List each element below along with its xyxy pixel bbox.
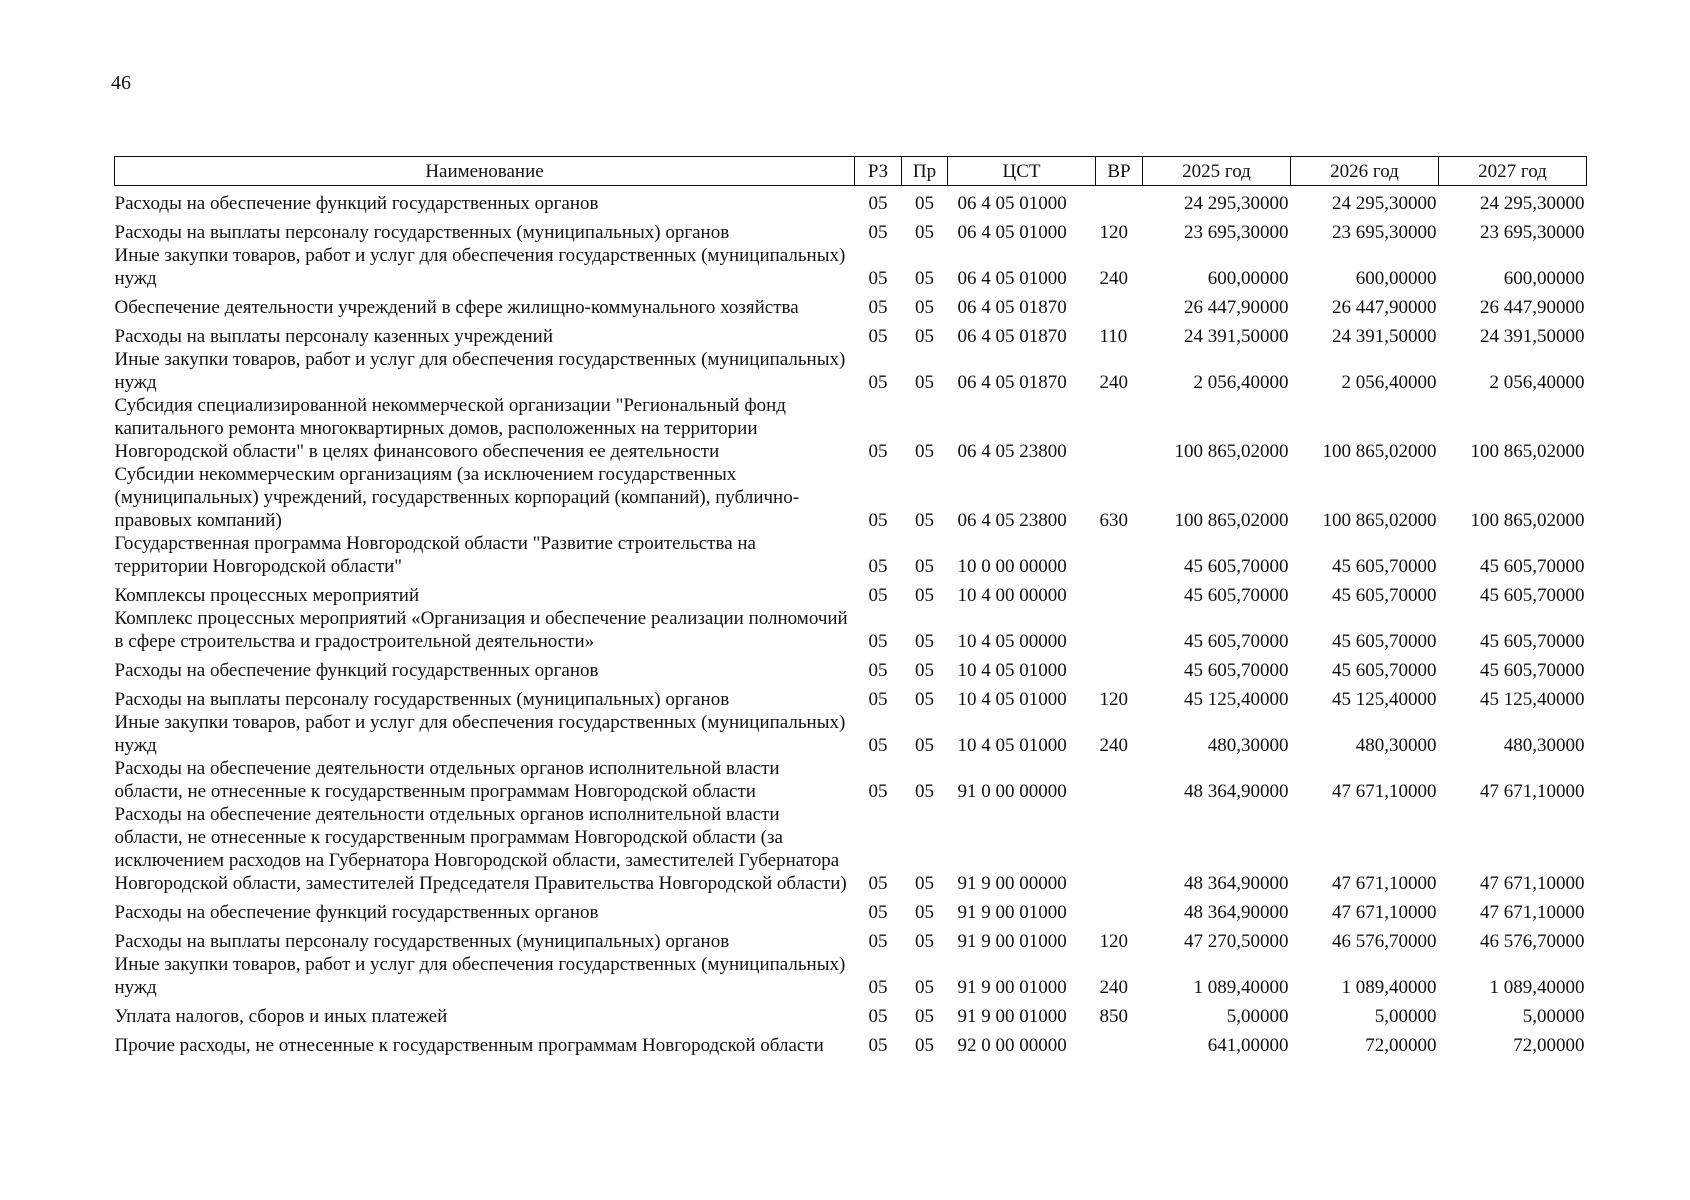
row-2027: 480,30000 xyxy=(1503,734,1585,756)
row-2026: 24 391,50000 xyxy=(1332,325,1437,347)
row-rz: 05 xyxy=(868,1034,888,1056)
row-2025: 641,00000 xyxy=(1207,1034,1289,1056)
row-name: Расходы на выплаты персоналу государственных (муниципальных) органов xyxy=(114,221,730,243)
row-cst: 10 4 05 01000 xyxy=(957,734,1067,756)
row-pr: 05 xyxy=(915,371,934,393)
row-pr: 05 xyxy=(915,221,934,243)
row-rz: 05 xyxy=(868,1005,888,1027)
row-cst: 91 0 00 00000 xyxy=(957,780,1067,802)
row-2025: 23 695,30000 xyxy=(1184,221,1289,243)
row-2026: 24 295,30000 xyxy=(1332,192,1437,214)
row-cst: 10 4 00 00000 xyxy=(957,584,1067,606)
header-rz: РЗ xyxy=(855,157,902,186)
row-rz: 05 xyxy=(868,221,888,243)
row-name: Государственная программа Новгородской области "Развитие строительства на территории Новгородской области" xyxy=(114,532,756,577)
row-vr: 110 xyxy=(1099,325,1128,347)
header-row xyxy=(115,157,1587,186)
row-2026: 46 576,70000 xyxy=(1332,930,1437,952)
row-name: Прочие расходы, не отнесенные к государственным программам Новгородской области xyxy=(114,1034,824,1056)
row-pr: 05 xyxy=(915,872,934,894)
row-2027: 47 671,10000 xyxy=(1480,780,1585,802)
row-2027: 600,00000 xyxy=(1503,267,1585,289)
row-2026: 1 089,40000 xyxy=(1341,976,1437,998)
row-rz: 05 xyxy=(868,901,888,923)
header-cst: ЦСТ xyxy=(948,157,1096,186)
table-row xyxy=(115,215,1587,244)
row-rz: 05 xyxy=(868,976,888,998)
row-2025: 45 605,70000 xyxy=(1184,584,1289,606)
table-row xyxy=(115,394,1587,463)
row-vr xyxy=(1096,578,1143,607)
table-header xyxy=(115,157,1587,186)
row-vr xyxy=(1096,895,1143,924)
row-cst: 91 9 00 01000 xyxy=(957,930,1067,952)
row-vr xyxy=(1096,290,1143,319)
row-rz: 05 xyxy=(868,584,888,606)
row-cst: 91 9 00 00000 xyxy=(957,872,1067,894)
row-2026: 47 671,10000 xyxy=(1332,872,1437,894)
row-2027: 23 695,30000 xyxy=(1480,221,1585,243)
row-name: Иные закупки товаров, работ и услуг для обеспечения государственных (муниципальных) нужд xyxy=(114,711,846,756)
row-2025: 600,00000 xyxy=(1207,267,1289,289)
row-cst: 91 9 00 01000 xyxy=(957,1005,1067,1027)
row-cst: 10 4 05 00000 xyxy=(957,630,1067,652)
row-pr: 05 xyxy=(915,509,934,531)
table-row xyxy=(115,578,1587,607)
row-cst: 10 4 05 01000 xyxy=(957,688,1067,710)
table-row xyxy=(115,1028,1587,1057)
row-2026: 600,00000 xyxy=(1355,267,1437,289)
row-cst: 06 4 05 01000 xyxy=(957,192,1067,214)
row-2026: 480,30000 xyxy=(1355,734,1437,756)
page-number: 46 xyxy=(111,72,131,94)
table-row xyxy=(115,319,1587,348)
row-2025: 48 364,90000 xyxy=(1184,780,1289,802)
row-pr: 05 xyxy=(915,1034,934,1056)
table-row xyxy=(115,290,1587,319)
row-cst: 91 9 00 01000 xyxy=(957,976,1067,998)
row-name: Комплексы процессных мероприятий xyxy=(114,584,420,606)
table-body xyxy=(115,186,1587,1057)
row-2027: 2 056,40000 xyxy=(1489,371,1585,393)
row-vr: 240 xyxy=(1099,267,1128,289)
table-row xyxy=(115,953,1587,999)
row-2027: 24 391,50000 xyxy=(1480,325,1585,347)
row-2026: 45 605,70000 xyxy=(1332,630,1437,652)
row-2025: 24 391,50000 xyxy=(1184,325,1289,347)
row-rz: 05 xyxy=(868,780,888,802)
row-rz: 05 xyxy=(868,325,888,347)
row-cst: 06 4 05 01870 xyxy=(957,296,1067,318)
row-name: Расходы на обеспечение деятельности отдельных органов исполнительной власти области, не отнесенные к государственным программам Новгородской области xyxy=(114,757,780,802)
row-pr: 05 xyxy=(915,192,934,214)
row-2025: 1 089,40000 xyxy=(1193,976,1289,998)
row-2025: 45 605,70000 xyxy=(1184,555,1289,577)
row-vr xyxy=(1096,757,1143,803)
row-2025: 45 605,70000 xyxy=(1184,630,1289,652)
row-name: Иные закупки товаров, работ и услуг для обеспечения государственных (муниципальных) нужд xyxy=(114,244,846,289)
row-pr: 05 xyxy=(915,296,934,318)
row-2026: 45 605,70000 xyxy=(1332,555,1437,577)
row-name: Расходы на выплаты персоналу казенных учреждений xyxy=(114,325,554,347)
row-rz: 05 xyxy=(868,688,888,710)
row-name: Субсидии некоммерческим организациям (за исключением государственных (муниципальных) учреждений, государственных корпораций (компаний), публично-правовых компаний) xyxy=(114,463,800,531)
row-cst: 06 4 05 23800 xyxy=(957,440,1067,462)
row-2026: 47 671,10000 xyxy=(1332,901,1437,923)
row-rz: 05 xyxy=(868,509,888,531)
row-2027: 100 865,02000 xyxy=(1470,509,1585,531)
row-vr xyxy=(1096,803,1143,895)
row-cst: 06 4 05 23800 xyxy=(957,509,1067,531)
row-rz: 05 xyxy=(868,659,888,681)
row-pr: 05 xyxy=(915,930,934,952)
row-rz: 05 xyxy=(868,630,888,652)
row-2025: 45 605,70000 xyxy=(1184,659,1289,681)
row-rz: 05 xyxy=(868,267,888,289)
table-row xyxy=(115,682,1587,711)
row-rz: 05 xyxy=(868,930,888,952)
row-rz: 05 xyxy=(868,555,888,577)
row-2027: 45 605,70000 xyxy=(1480,630,1585,652)
row-2026: 5,00000 xyxy=(1374,1005,1437,1027)
row-name: Расходы на обеспечение функций государственных органов xyxy=(114,901,599,923)
table-row xyxy=(115,711,1587,757)
row-name: Иные закупки товаров, работ и услуг для обеспечения государственных (муниципальных) нужд xyxy=(114,953,846,998)
row-2025: 48 364,90000 xyxy=(1184,901,1289,923)
row-cst: 06 4 05 01000 xyxy=(957,267,1067,289)
table-row xyxy=(115,895,1587,924)
row-cst: 10 0 00 00000 xyxy=(957,555,1067,577)
row-2025: 47 270,50000 xyxy=(1184,930,1289,952)
row-vr xyxy=(1096,607,1143,653)
row-pr: 05 xyxy=(915,659,934,681)
row-vr xyxy=(1096,532,1143,578)
row-2026: 45 605,70000 xyxy=(1332,659,1437,681)
row-vr xyxy=(1096,394,1143,463)
table-row xyxy=(115,803,1587,895)
row-2027: 47 671,10000 xyxy=(1480,872,1585,894)
row-pr: 05 xyxy=(915,1005,934,1027)
row-2025: 48 364,90000 xyxy=(1184,872,1289,894)
table-row xyxy=(115,186,1587,215)
row-2026: 2 056,40000 xyxy=(1341,371,1437,393)
table-row xyxy=(115,999,1587,1028)
row-rz: 05 xyxy=(868,371,888,393)
row-2027: 45 125,40000 xyxy=(1480,688,1585,710)
header-2027: 2027 год xyxy=(1439,157,1587,186)
row-2026: 100 865,02000 xyxy=(1322,440,1437,462)
row-2027: 5,00000 xyxy=(1522,1005,1585,1027)
row-2025: 480,30000 xyxy=(1207,734,1289,756)
row-pr: 05 xyxy=(915,901,934,923)
row-2027: 100 865,02000 xyxy=(1470,440,1585,462)
row-2025: 100 865,02000 xyxy=(1174,509,1289,531)
row-pr: 05 xyxy=(915,325,934,347)
row-2026: 45 125,40000 xyxy=(1332,688,1437,710)
table-row xyxy=(115,757,1587,803)
row-pr: 05 xyxy=(915,734,934,756)
table-row xyxy=(115,924,1587,953)
row-vr: 120 xyxy=(1099,688,1128,710)
row-2027: 45 605,70000 xyxy=(1480,659,1585,681)
row-rz: 05 xyxy=(868,872,888,894)
row-rz: 05 xyxy=(868,192,888,214)
row-vr xyxy=(1096,653,1143,682)
row-rz: 05 xyxy=(868,296,888,318)
header-vr: ВР xyxy=(1096,157,1143,186)
row-vr: 240 xyxy=(1099,976,1128,998)
row-cst: 91 9 00 01000 xyxy=(957,901,1067,923)
row-name: Расходы на выплаты персоналу государственных (муниципальных) органов xyxy=(114,688,730,710)
table-row xyxy=(115,532,1587,578)
row-cst: 06 4 05 01870 xyxy=(957,325,1067,347)
header-2026: 2026 год xyxy=(1291,157,1439,186)
row-pr: 05 xyxy=(915,780,934,802)
row-name: Расходы на обеспечение функций государственных органов xyxy=(114,659,599,681)
row-vr: 240 xyxy=(1099,734,1128,756)
row-2027: 1 089,40000 xyxy=(1489,976,1585,998)
row-pr: 05 xyxy=(915,440,934,462)
budget-table xyxy=(114,156,1587,1057)
row-vr: 630 xyxy=(1099,509,1128,531)
row-name: Обеспечение деятельности учреждений в сфере жилищно-коммунального хозяйства xyxy=(114,296,799,318)
row-2025: 26 447,90000 xyxy=(1184,296,1289,318)
row-2027: 72,00000 xyxy=(1513,1034,1585,1056)
table-row xyxy=(115,463,1587,532)
row-pr: 05 xyxy=(915,630,934,652)
row-2025: 2 056,40000 xyxy=(1193,371,1289,393)
row-2027: 45 605,70000 xyxy=(1480,584,1585,606)
row-2026: 23 695,30000 xyxy=(1332,221,1437,243)
table-row xyxy=(115,607,1587,653)
row-pr: 05 xyxy=(915,584,934,606)
header-2025: 2025 год xyxy=(1143,157,1291,186)
row-2025: 24 295,30000 xyxy=(1184,192,1289,214)
row-2025: 100 865,02000 xyxy=(1174,440,1289,462)
row-vr: 240 xyxy=(1099,371,1128,393)
row-pr: 05 xyxy=(915,555,934,577)
row-name: Субсидия специализированной некоммерческой организации "Региональный фонд капитального ремонта многоквартирных домов, расположенных на территории Новгородской области" в целях финансового обеспечения ее деятельности xyxy=(114,394,786,462)
row-2027: 47 671,10000 xyxy=(1480,901,1585,923)
row-2027: 26 447,90000 xyxy=(1480,296,1585,318)
row-name: Уплата налогов, сборов и иных платежей xyxy=(114,1005,448,1027)
row-name: Расходы на обеспечение деятельности отдельных органов исполнительной власти области, не отнесенные к государственным программам Новгородской области (за исключением расходов на Губернатора Новгородской области, заместителей Губернатора Новгородской области, заместителей Председателя Правительства Новгородской области) xyxy=(114,803,847,894)
row-name: Расходы на выплаты персоналу государственных (муниципальных) органов xyxy=(114,930,730,952)
row-2026: 45 605,70000 xyxy=(1332,584,1437,606)
row-vr: 850 xyxy=(1099,1005,1128,1027)
row-pr: 05 xyxy=(915,267,934,289)
row-2027: 24 295,30000 xyxy=(1480,192,1585,214)
row-rz: 05 xyxy=(868,440,888,462)
row-vr xyxy=(1096,186,1143,215)
row-2027: 45 605,70000 xyxy=(1480,555,1585,577)
row-2025: 5,00000 xyxy=(1226,1005,1289,1027)
row-name: Комплекс процессных мероприятий «Организация и обеспечение реализации полномочий в сфере строительства и градостроительной деятельности» xyxy=(114,607,848,652)
row-vr: 120 xyxy=(1099,930,1128,952)
row-2025: 45 125,40000 xyxy=(1184,688,1289,710)
row-2026: 26 447,90000 xyxy=(1332,296,1437,318)
row-cst: 06 4 05 01000 xyxy=(957,221,1067,243)
row-vr xyxy=(1096,1028,1143,1057)
row-2026: 100 865,02000 xyxy=(1322,509,1437,531)
row-pr: 05 xyxy=(915,688,934,710)
row-2026: 72,00000 xyxy=(1365,1034,1437,1056)
row-2026: 47 671,10000 xyxy=(1332,780,1437,802)
row-rz: 05 xyxy=(868,734,888,756)
row-cst: 92 0 00 00000 xyxy=(957,1034,1067,1056)
row-name: Расходы на обеспечение функций государственных органов xyxy=(114,192,599,214)
row-cst: 10 4 05 01000 xyxy=(957,659,1067,681)
row-cst: 06 4 05 01870 xyxy=(957,371,1067,393)
row-name: Иные закупки товаров, работ и услуг для обеспечения государственных (муниципальных) нужд xyxy=(114,348,846,393)
header-name: Наименование xyxy=(115,157,855,186)
row-pr: 05 xyxy=(915,976,934,998)
row-vr: 120 xyxy=(1099,221,1128,243)
row-2027: 46 576,70000 xyxy=(1480,930,1585,952)
header-pr: Пр xyxy=(902,157,948,186)
table-row xyxy=(115,653,1587,682)
table-row xyxy=(115,244,1587,290)
table-row xyxy=(115,348,1587,394)
